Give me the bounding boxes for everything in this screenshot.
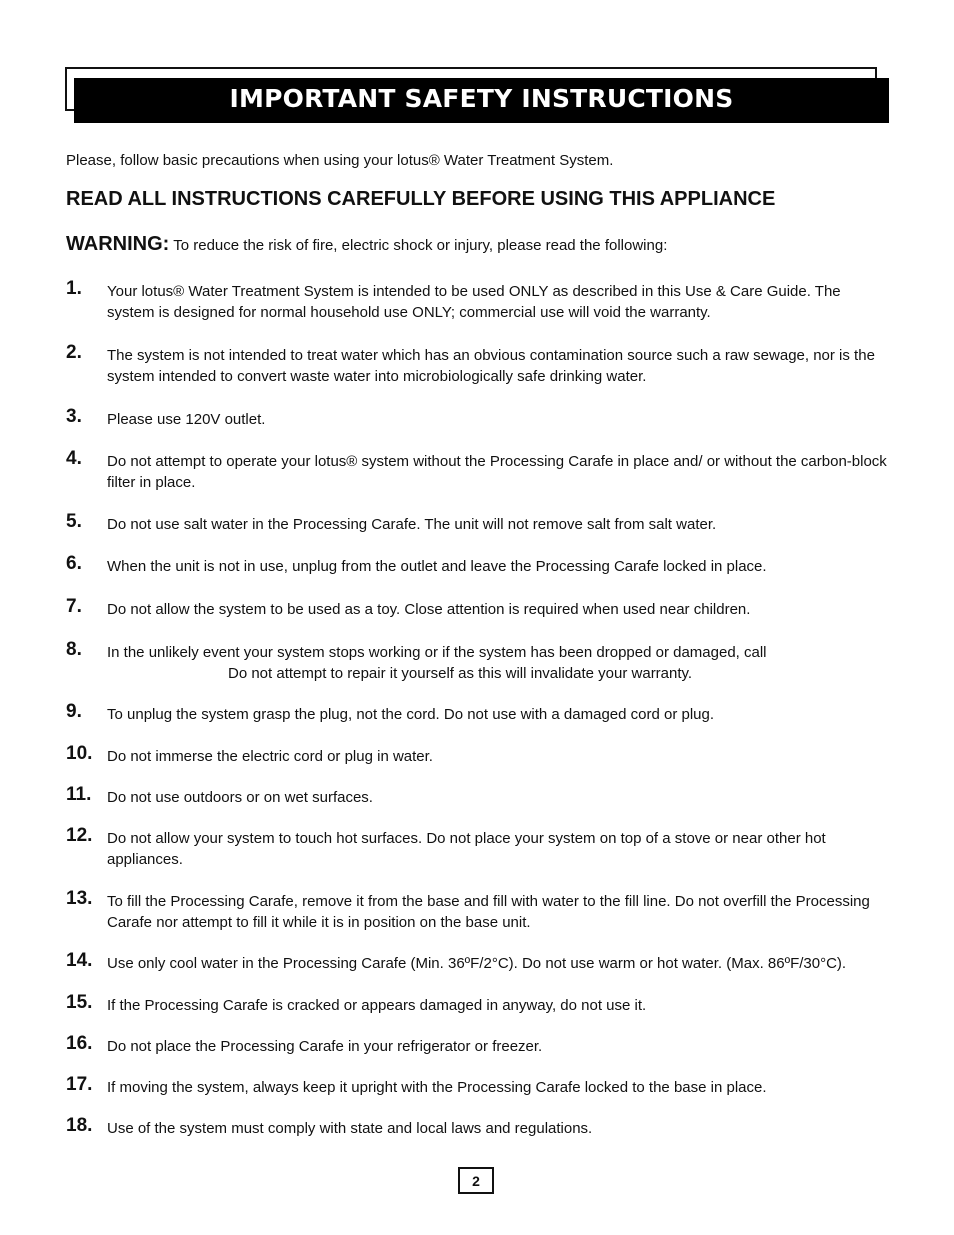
item-number: 5. [66,511,82,532]
item-number: 6. [66,553,82,574]
item-number: 10. [66,743,93,764]
item-number: 9. [66,701,82,722]
item-text: Use only cool water in the Processing Carafe (Min. 36ºF/2°C). Do not use warm or hot water. (Max. 86ºF/30°C). [107,955,847,972]
item-number: 2. [66,342,82,363]
page-number: 2 [458,1167,494,1194]
header-banner [74,78,889,123]
item-text: Do not use outdoors or on wet surfaces. [107,789,373,806]
item-text: Do not allow the system to be used as a toy. Close attention is required when used near children. [107,601,751,618]
warning-text: To reduce the risk of fire, electric shock or injury, please read the following: [173,237,668,254]
section-heading: READ ALL INSTRUCTIONS CAREFULLY BEFORE USING THIS APPLIANCE [66,188,776,210]
item-number: 1. [66,278,82,299]
item-text: Do not attempt to operate your lotus® system without the Processing Carafe in place and/ or without the carbon-block filter in place. [107,453,887,491]
item-text-line: In the unlikely event your system stops working or if the system has been dropped or damaged, call [107,644,767,661]
item-text: If moving the system, always keep it upright with the Processing Carafe locked to the base in place. [107,1079,767,1096]
item-text: Do not immerse the electric cord or plug in water. [107,748,433,765]
item-number: 18. [66,1115,93,1136]
item-number: 15. [66,992,93,1013]
item-number: 17. [66,1074,93,1095]
item-text: Your lotus® Water Treatment System is intended to be used ONLY as described in this Use & Care Guide. The system is designed for normal household use ONLY; commercial use will void the warranty. [107,283,841,321]
item-text: The system is not intended to treat water which has an obvious contamination source such a raw sewage, nor is the system intended to convert waste water into microbiologically safe drinking water. [107,347,875,385]
item-text: Do not place the Processing Carafe in your refrigerator or freezer. [107,1038,543,1055]
item-text: When the unit is not in use, unplug from the outlet and leave the Processing Carafe locked in place. [107,558,767,575]
item-number: 7. [66,596,82,617]
item-text [107,642,887,684]
item-number: 4. [66,448,82,469]
page-title: IMPORTANT SAFETY INSTRUCTIONS [229,84,734,113]
item-number: 8. [66,639,82,660]
intro-text: Please, follow basic precautions when using your lotus® Water Treatment System. [66,152,614,169]
warning-label: WARNING: [66,233,170,255]
item-text-continuation: Do not attempt to repair it yourself as this will invalidate your warranty. [228,665,693,682]
item-text: Do not allow your system to touch hot surfaces. Do not place your system on top of a stove or near other hot appliances. [107,830,826,868]
item-text: To unplug the system grasp the plug, not the cord. Do not use with a damaged cord or plug. [107,706,715,723]
warning-line [66,233,667,256]
item-text: To fill the Processing Carafe, remove it from the base and fill with water to the fill line. Do not overfill the Processing Carafe nor attempt to fill it while it is in position on the base unit. [107,893,870,931]
item-text: Use of the system must comply with state and local laws and regulations. [107,1120,593,1137]
item-number: 16. [66,1033,93,1054]
item-text: If the Processing Carafe is cracked or appears damaged in anyway, do not use it. [107,997,647,1014]
item-number: 3. [66,406,82,427]
item-text: Do not use salt water in the Processing Carafe. The unit will not remove salt from salt water. [107,516,717,533]
item-number: 14. [66,950,93,971]
item-number: 13. [66,888,93,909]
item-number: 11. [66,784,92,805]
item-text: Please use 120V outlet. [107,411,266,428]
item-number: 12. [66,825,93,846]
